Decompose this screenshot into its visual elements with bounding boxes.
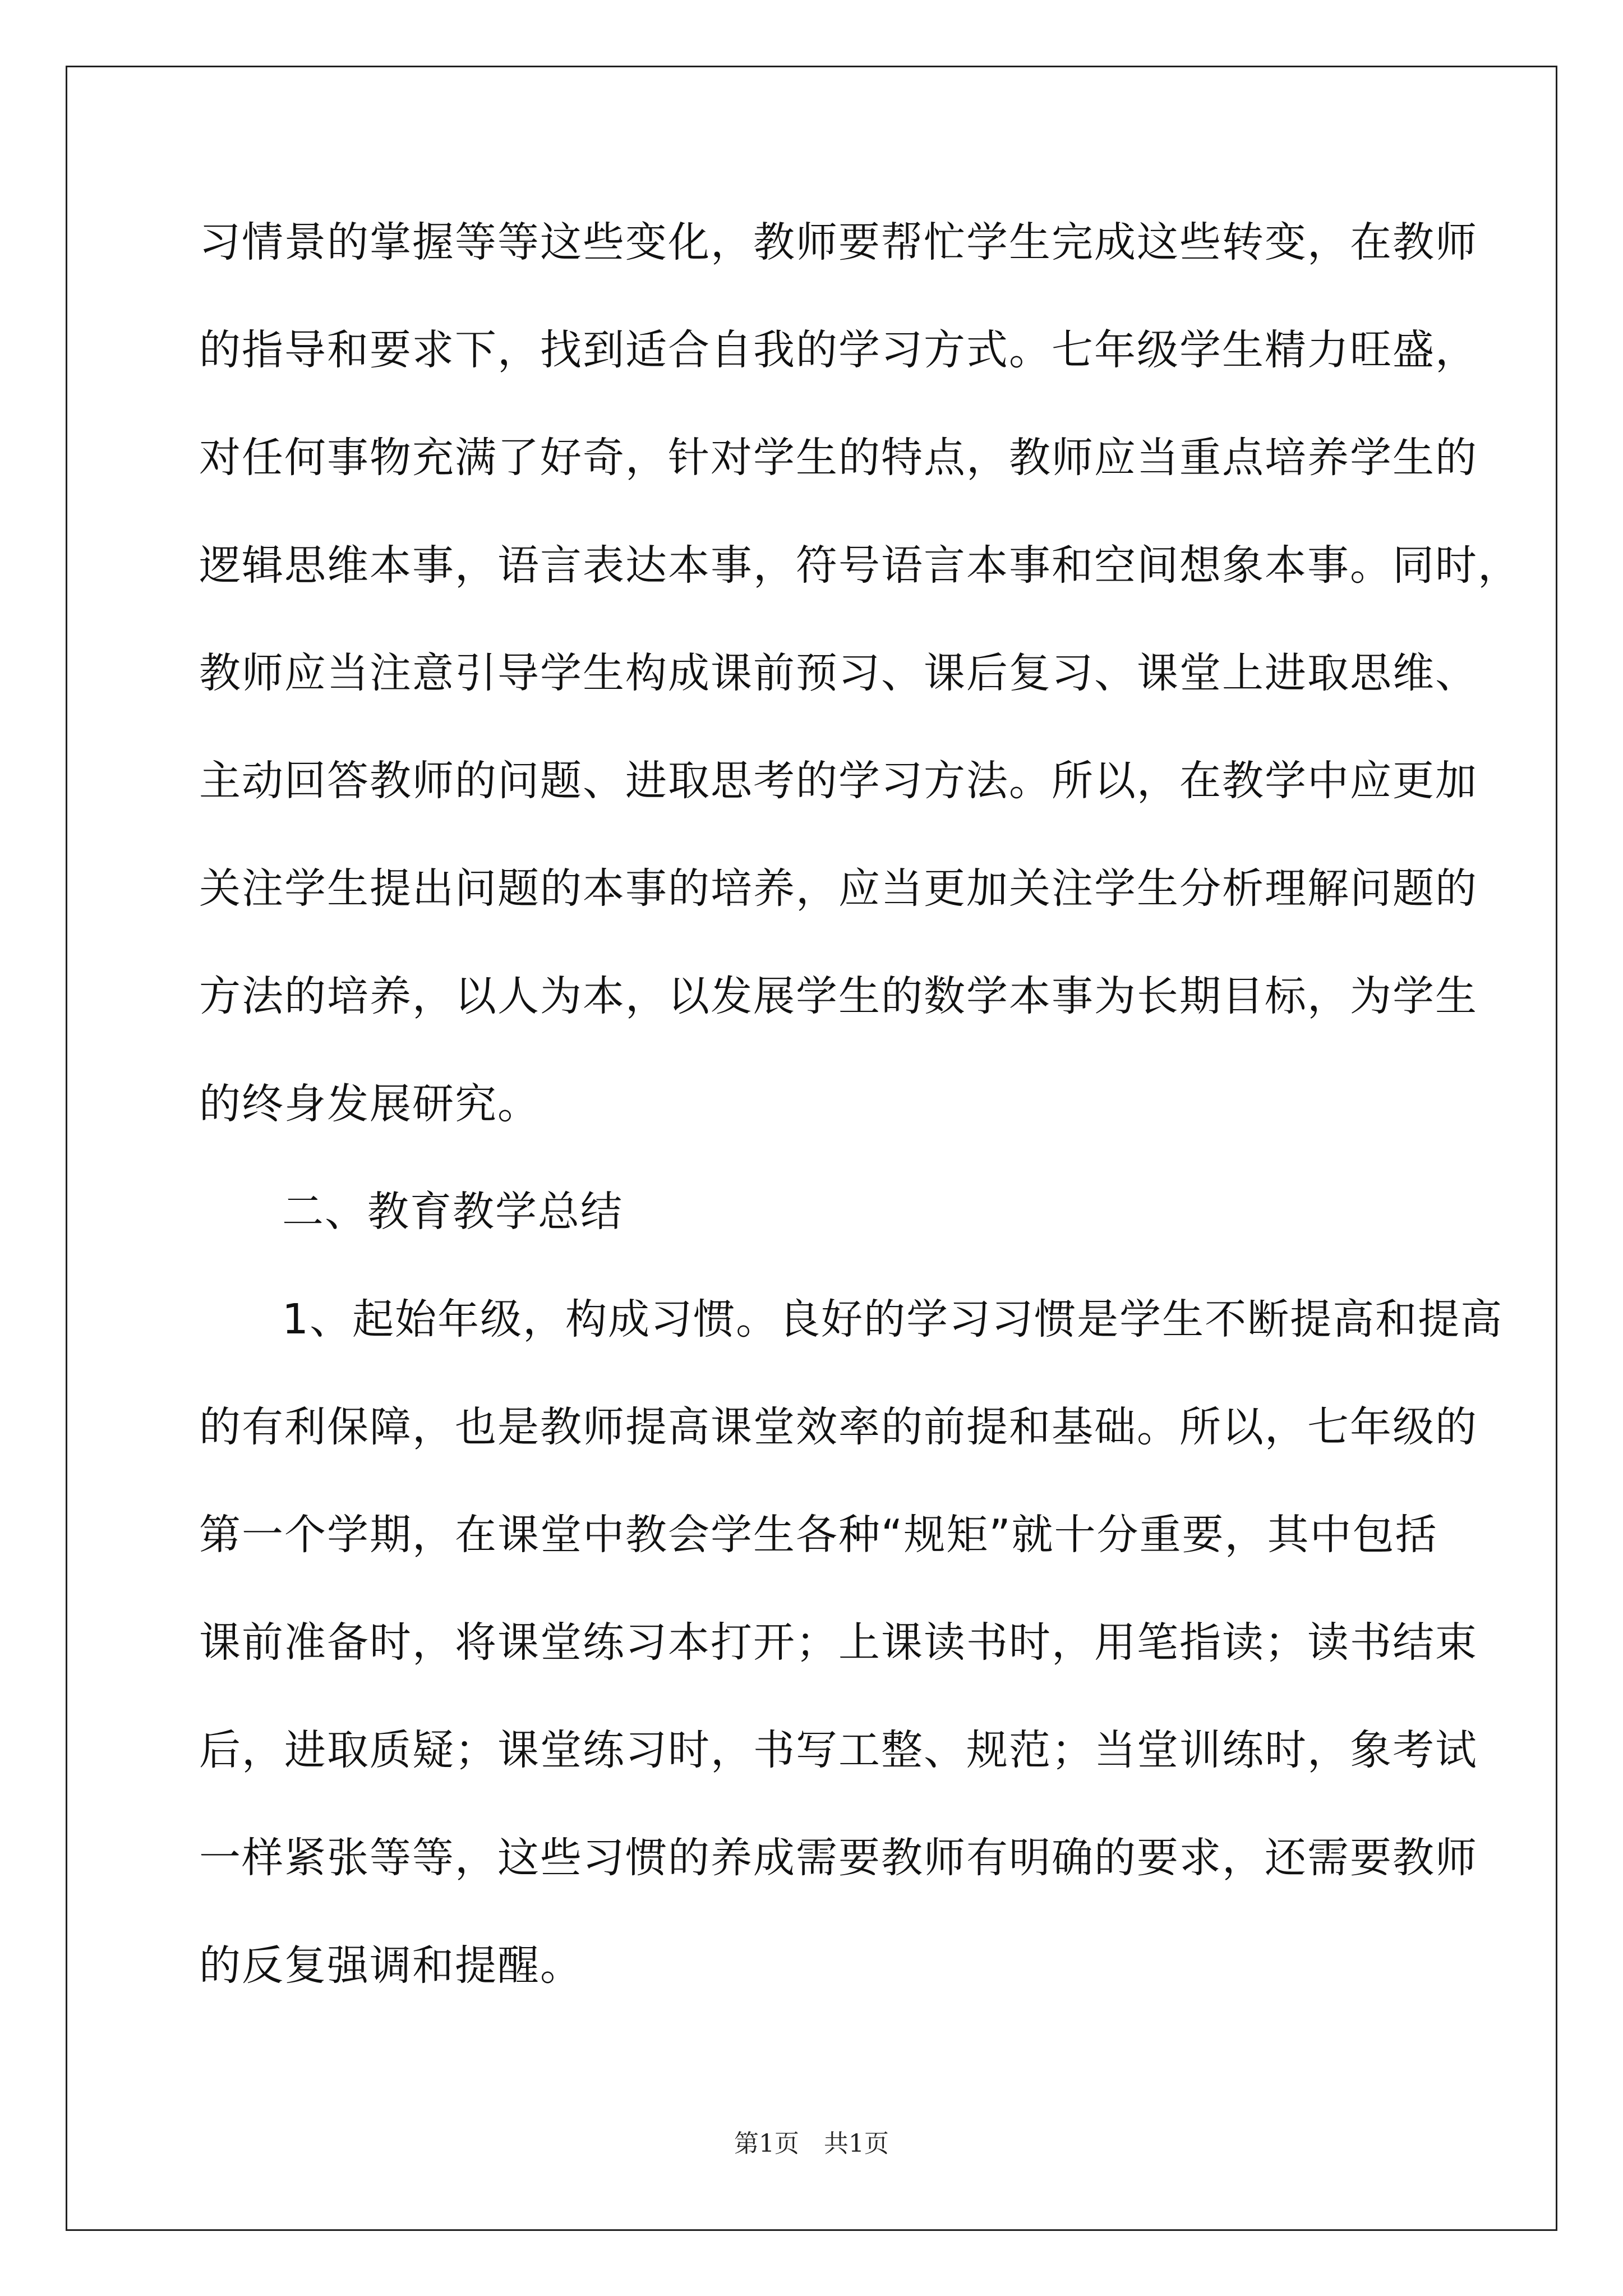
text-line: 主动回答教师的问题、进取思考的学习方法。所以，在教学中应更加 (199, 757, 1478, 805)
text-line: 后，进取质疑；课堂练习时，书写工整、规范；当堂训练时，象考试 (199, 1726, 1478, 1774)
text-line: 第一个学期，在课堂中教会学生各种“规矩”就十分重要，其中包括 (199, 1511, 1438, 1559)
section-heading: 二、教育教学总结 (282, 1188, 623, 1236)
text-line: 一样紧张等等，这些习惯的养成需要教师有明确的要求，还需要教师 (199, 1834, 1478, 1882)
text-line: 1、起始年级，构成习惯。良好的学习习惯是学生不断提高和提高 (282, 1295, 1504, 1343)
text-line: 关注学生提出问题的本事的培养，应当更加关注学生分析理解问题的 (199, 864, 1478, 913)
text-line: 逻辑思维本事，语言表达本事，符号语言本事和空间想象本事。同时， (199, 541, 1520, 590)
text-line: 的终身发展研究。 (199, 1080, 540, 1128)
text-line: 课前准备时，将课堂练习本打开；上课读书时，用笔指读；读书结束 (199, 1618, 1478, 1667)
page-footer: 第1页 共1页 (734, 2129, 889, 2158)
text-line: 方法的培养，以人为本，以发展学生的数学本事为长期目标，为学生 (199, 972, 1478, 1020)
text-line: 的有利保障，也是教师提高课堂效率的前提和基础。所以，七年级的 (199, 1403, 1478, 1451)
text-line: 的指导和要求下，找到适合自我的学习方式。七年级学生精力旺盛， (199, 326, 1478, 374)
text-line: 习情景的掌握等等这些变化，教师要帮忙学生完成这些转变，在教师 (199, 218, 1478, 266)
text-line: 的反复强调和提醒。 (199, 1941, 583, 1990)
text-line: 对任何事物充满了好奇，针对学生的特点，教师应当重点培养学生的 (199, 434, 1478, 482)
text-line: 教师应当注意引导学生构成课前预习、课后复习、课堂上进取思维、 (199, 649, 1478, 697)
document-body (199, 218, 1520, 2053)
